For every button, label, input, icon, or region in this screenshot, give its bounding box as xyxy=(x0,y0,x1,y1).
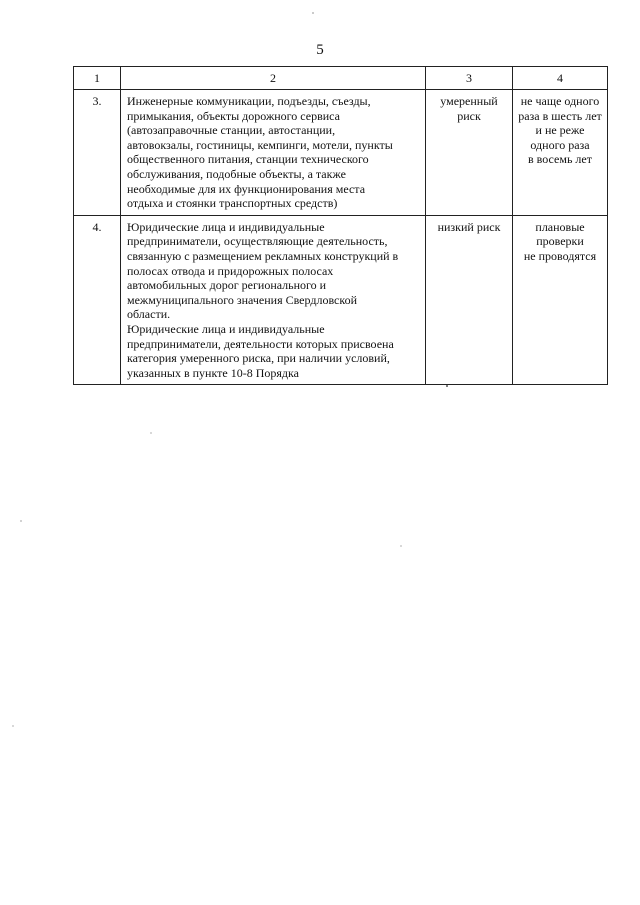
description-line: Юридические лица и индивидуальные xyxy=(127,321,325,336)
table-row-3 xyxy=(74,90,608,216)
frequency-line: одного раза xyxy=(530,137,590,152)
description-line: общественного питания, станции технического xyxy=(127,152,369,167)
risk-line: риск xyxy=(457,108,481,123)
description-line: автовокзалы, гостиницы, кемпинги, мотели, пункты xyxy=(127,137,393,152)
description-line: обслуживания, подобные объекты, а также xyxy=(127,166,346,181)
scan-speck xyxy=(312,12,314,14)
row-description xyxy=(121,90,426,216)
description-line: указанных в пункте 10-8 Порядка xyxy=(127,365,299,380)
frequency-line: в восемь лет xyxy=(528,152,592,167)
row-number: 3. xyxy=(74,90,121,216)
description-line: области. xyxy=(127,307,171,322)
frequency-line: не чаще одного xyxy=(520,94,600,108)
row-description xyxy=(121,215,426,385)
table-header-row xyxy=(74,67,608,90)
description-line: Инженерные коммуникации, подъезды, съезды, xyxy=(127,94,371,108)
row-risk-category xyxy=(426,90,513,216)
row-inspection-frequency xyxy=(513,90,608,216)
description-line: Юридические лица и индивидуальные xyxy=(127,219,325,234)
description-line: полосах отвода и придорожных полосах xyxy=(127,263,334,278)
scan-speck xyxy=(12,725,14,727)
column-header-1: 1 xyxy=(74,67,121,90)
frequency-line: раза в шесть лет xyxy=(518,108,602,123)
table-row-4 xyxy=(74,215,608,385)
row-number: 4. xyxy=(74,215,121,385)
frequency-line: не проводятся xyxy=(523,248,597,263)
description-line: автомобильных дорог регионального и xyxy=(127,278,327,293)
page-number: 5 xyxy=(316,42,324,58)
risk-line: умеренный xyxy=(440,94,498,108)
column-header-2: 2 xyxy=(121,67,426,90)
description-line: категория умеренного риска, при наличии условий, xyxy=(127,351,390,366)
scan-speck xyxy=(400,545,402,547)
description-line: межмуниципального значения Свердловской xyxy=(127,292,358,307)
row-inspection-frequency xyxy=(513,215,608,385)
scan-speck xyxy=(446,385,448,387)
risk-line: низкий риск xyxy=(437,219,501,234)
scan-speck xyxy=(20,520,22,522)
description-line: необходимые для их функционирования места xyxy=(127,181,366,196)
scan-speck xyxy=(150,432,152,434)
frequency-line: плановые xyxy=(535,219,585,234)
risk-category-table xyxy=(73,66,608,385)
row-risk-category xyxy=(426,215,513,385)
description-line: (автозаправочные станции, автостанции, xyxy=(127,123,336,138)
description-line: предприниматели, осуществляющие деятельность, xyxy=(127,234,388,249)
description-line: связанную с размещением рекламных конструкций в xyxy=(127,248,399,263)
column-header-4: 4 xyxy=(513,67,608,90)
description-line: предприниматели, деятельности которых присвоена xyxy=(127,336,394,351)
description-line: отдыха и стоянки транспортных средств) xyxy=(127,196,338,211)
description-line: примыкания, объекты дорожного сервиса xyxy=(127,108,340,123)
frequency-line: проверки xyxy=(536,234,584,249)
frequency-line: и не реже xyxy=(535,123,585,138)
column-header-3: 3 xyxy=(426,67,513,90)
